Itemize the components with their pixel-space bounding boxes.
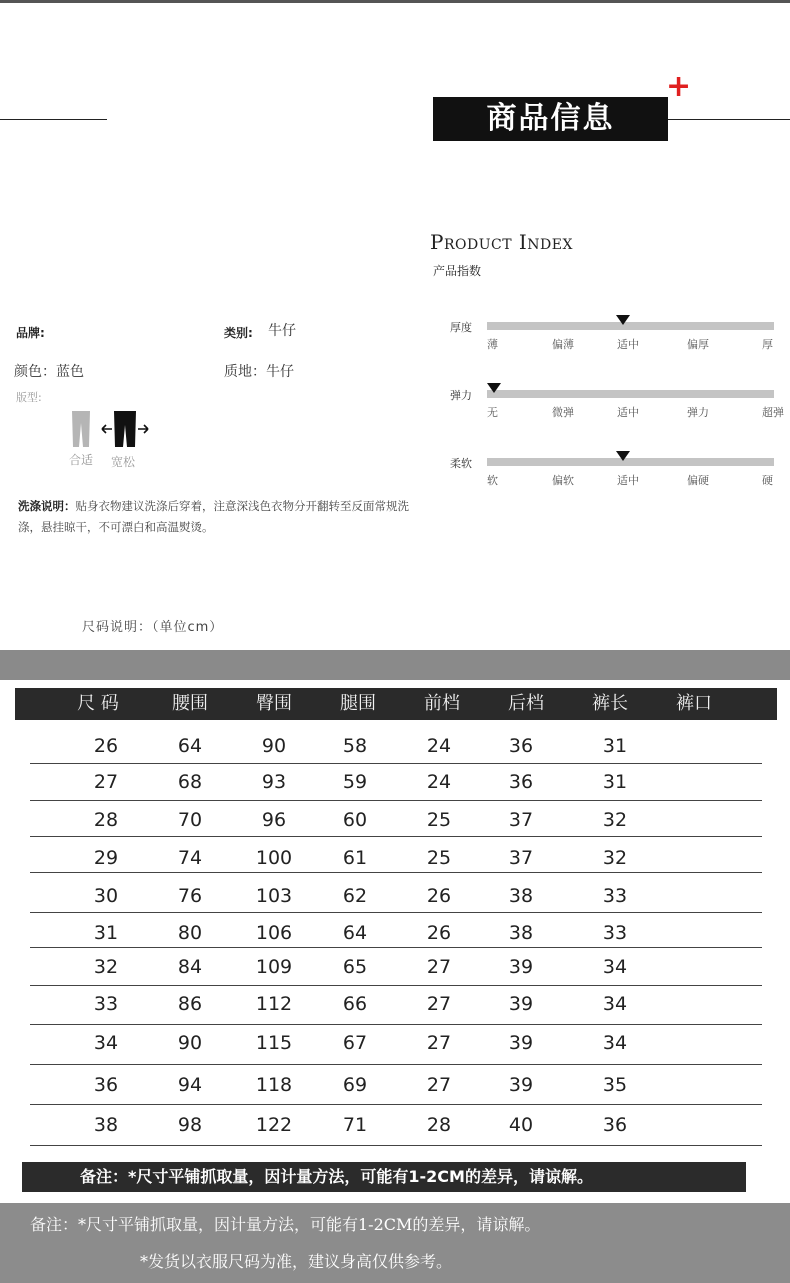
size-table-cell: 66 (342, 993, 368, 1015)
header-back-rise: 后档 (508, 693, 544, 714)
size-table-cell: 38 (508, 885, 534, 907)
gray-divider-band (0, 650, 790, 680)
size-table-cell: 59 (342, 771, 368, 793)
size-table-cell: 67 (342, 1032, 368, 1054)
header-size: 尺 码 (77, 693, 119, 714)
fit-regular-pants-icon (70, 411, 92, 447)
index-scale-bar (487, 458, 774, 466)
index-scale-label: 适中 (617, 338, 639, 351)
size-table-cell: 27 (426, 1074, 452, 1096)
index-row-label: 柔软 (450, 457, 472, 470)
section-title: 商品信息 (433, 97, 668, 141)
header-front-rise: 前档 (424, 693, 460, 714)
table-row-divider (30, 912, 762, 913)
size-table-cell: 27 (426, 1032, 452, 1054)
size-table-cell: 31 (602, 771, 628, 793)
top-border (0, 0, 790, 3)
size-table-cell: 122 (255, 1114, 293, 1136)
table-row-divider (30, 872, 762, 873)
size-table-cell: 109 (255, 956, 293, 978)
size-table-cell: 69 (342, 1074, 368, 1096)
product-index-title-en: Product Index (430, 230, 573, 254)
index-scale-label: 厚 (762, 338, 773, 351)
table-row-divider (30, 1104, 762, 1105)
size-table-cell: 37 (508, 847, 534, 869)
size-table-cell: 34 (93, 1032, 119, 1054)
wash-instructions (18, 496, 418, 538)
index-scale-label: 硬 (762, 474, 773, 487)
size-table-cell: 58 (342, 735, 368, 757)
size-note: 尺码说明：（单位cm） (82, 620, 224, 635)
size-table-cell: 27 (426, 956, 452, 978)
size-table-cell: 33 (602, 885, 628, 907)
size-table-cell: 38 (508, 922, 534, 944)
size-table-cell: 30 (93, 885, 119, 907)
index-scale-label: 偏厚 (687, 338, 709, 351)
size-table-cell: 24 (426, 735, 452, 757)
size-table-cell: 32 (602, 847, 628, 869)
size-table-cell: 32 (93, 956, 119, 978)
size-table-cell: 36 (602, 1114, 628, 1136)
index-indicator-icon (487, 383, 501, 393)
index-scale-label: 超弹 (762, 406, 784, 419)
size-table-cell: 112 (255, 993, 293, 1015)
size-table-cell: 74 (177, 847, 203, 869)
index-scale-label: 偏硬 (687, 474, 709, 487)
size-table-cell: 80 (177, 922, 203, 944)
size-table-cell: 39 (508, 1074, 534, 1096)
table-row-divider (30, 836, 762, 837)
product-index-title-cn: 产品指数 (433, 264, 482, 278)
index-indicator-icon (616, 451, 630, 461)
material-attribute: 质地：牛仔 (224, 364, 294, 380)
wash-label: 洗涤说明： (18, 499, 76, 513)
size-table-cell: 28 (426, 1114, 452, 1136)
size-table-cell: 60 (342, 809, 368, 831)
footer-line-2: *发货以衣服尺码为准，建议身高仅供参考。 (140, 1252, 453, 1271)
size-table-cell: 28 (93, 809, 119, 831)
index-indicator-icon (616, 315, 630, 325)
size-table-cell: 98 (177, 1114, 203, 1136)
header-leg-opening: 裤口 (676, 693, 712, 714)
note-bar: 备注：*尺寸平铺抓取量，因计量方法，可能有1-2CM的差异，请谅解。 (22, 1162, 746, 1192)
size-table-cell: 34 (602, 993, 628, 1015)
table-row-divider (30, 985, 762, 986)
size-table-cell: 76 (177, 885, 203, 907)
header-thigh: 腿围 (340, 693, 376, 714)
size-table-cell: 84 (177, 956, 203, 978)
size-table-cell: 68 (177, 771, 203, 793)
footer (0, 1203, 790, 1283)
size-table-cell: 86 (177, 993, 203, 1015)
size-table-cell: 94 (177, 1074, 203, 1096)
size-table-cell: 64 (177, 735, 203, 757)
size-table-cell: 36 (93, 1074, 119, 1096)
fit-label: 版型: (16, 391, 42, 404)
size-table-cell: 40 (508, 1114, 534, 1136)
size-table-cell: 35 (602, 1074, 628, 1096)
index-scale-label: 适中 (617, 406, 639, 419)
size-table-cell: 90 (177, 1032, 203, 1054)
size-table-cell: 25 (426, 809, 452, 831)
fit-option-regular: 合适 (69, 453, 94, 467)
header-right-rule (668, 119, 790, 120)
size-table-cell: 115 (255, 1032, 293, 1054)
size-table-cell: 31 (93, 922, 119, 944)
footer-line-1: 备注：*尺寸平铺抓取量，因计量方法，可能有1-2CM的差异，请谅解。 (30, 1215, 541, 1234)
size-table-cell: 64 (342, 922, 368, 944)
header-length: 裤长 (592, 693, 628, 714)
plus-icon: + (666, 69, 692, 104)
size-table-cell: 26 (93, 735, 119, 757)
size-table-cell: 31 (602, 735, 628, 757)
size-table-cell: 27 (426, 993, 452, 1015)
size-table-cell: 34 (602, 956, 628, 978)
header-hip: 臀围 (256, 693, 292, 714)
size-table-cell: 29 (93, 847, 119, 869)
size-table-cell: 25 (426, 847, 452, 869)
table-row-divider (30, 763, 762, 764)
table-row-divider (30, 1145, 762, 1146)
category-value: 牛仔 (268, 323, 296, 339)
size-table-cell: 32 (602, 809, 628, 831)
size-table-cell: 33 (93, 993, 119, 1015)
size-table-cell: 106 (255, 922, 293, 944)
size-table-cell: 61 (342, 847, 368, 869)
index-scale-label: 适中 (617, 474, 639, 487)
index-row-label: 弹力 (450, 389, 472, 402)
index-scale-label: 弹力 (687, 406, 709, 419)
wash-text: 贴身衣物建议洗涤后穿着，注意深浅色衣物分开翻转至反面常规洗涤，悬挂晾干，不可漂白和高温熨烫。 (18, 499, 409, 534)
size-table-cell: 90 (261, 735, 287, 757)
size-table-header (15, 688, 777, 720)
size-table-cell: 118 (255, 1074, 293, 1096)
table-row-divider (30, 947, 762, 948)
size-table-cell: 36 (508, 735, 534, 757)
header-left-rule (0, 119, 107, 120)
size-table-cell: 36 (508, 771, 534, 793)
fit-option-loose: 宽松 (111, 455, 136, 469)
index-scale-bar (487, 322, 774, 330)
table-row-divider (30, 1024, 762, 1025)
index-scale-label: 无 (487, 406, 498, 419)
size-table-cell: 38 (93, 1114, 119, 1136)
size-table-cell: 39 (508, 1032, 534, 1054)
size-table-cell: 71 (342, 1114, 368, 1136)
size-table-cell: 37 (508, 809, 534, 831)
size-table-cell: 24 (426, 771, 452, 793)
size-table-cell: 26 (426, 922, 452, 944)
index-scale-bar (487, 390, 774, 398)
size-table-cell: 26 (426, 885, 452, 907)
table-row-divider (30, 800, 762, 801)
index-scale-label: 偏薄 (552, 338, 574, 351)
size-table-cell: 39 (508, 956, 534, 978)
color-attribute: 颜色：蓝色 (14, 364, 84, 380)
header-waist: 腰围 (172, 693, 208, 714)
size-table-cell: 27 (93, 771, 119, 793)
index-row-label: 厚度 (450, 321, 472, 334)
size-table-cell: 70 (177, 809, 203, 831)
size-table-cell: 62 (342, 885, 368, 907)
category-label: 类别: (224, 326, 253, 340)
index-scale-label: 微弹 (552, 406, 574, 419)
fit-loose-pants-icon (100, 411, 152, 447)
size-table-cell: 39 (508, 993, 534, 1015)
size-table-cell: 33 (602, 922, 628, 944)
brand-label: 品牌: (16, 326, 45, 340)
size-table-cell: 103 (255, 885, 293, 907)
size-table-cell: 100 (255, 847, 293, 869)
size-table-cell: 34 (602, 1032, 628, 1054)
size-table-cell: 93 (261, 771, 287, 793)
size-table-cell: 96 (261, 809, 287, 831)
size-table-cell: 65 (342, 956, 368, 978)
table-row-divider (30, 1064, 762, 1065)
index-scale-label: 薄 (487, 338, 498, 351)
index-scale-label: 偏软 (552, 474, 574, 487)
index-scale-label: 软 (487, 474, 498, 487)
